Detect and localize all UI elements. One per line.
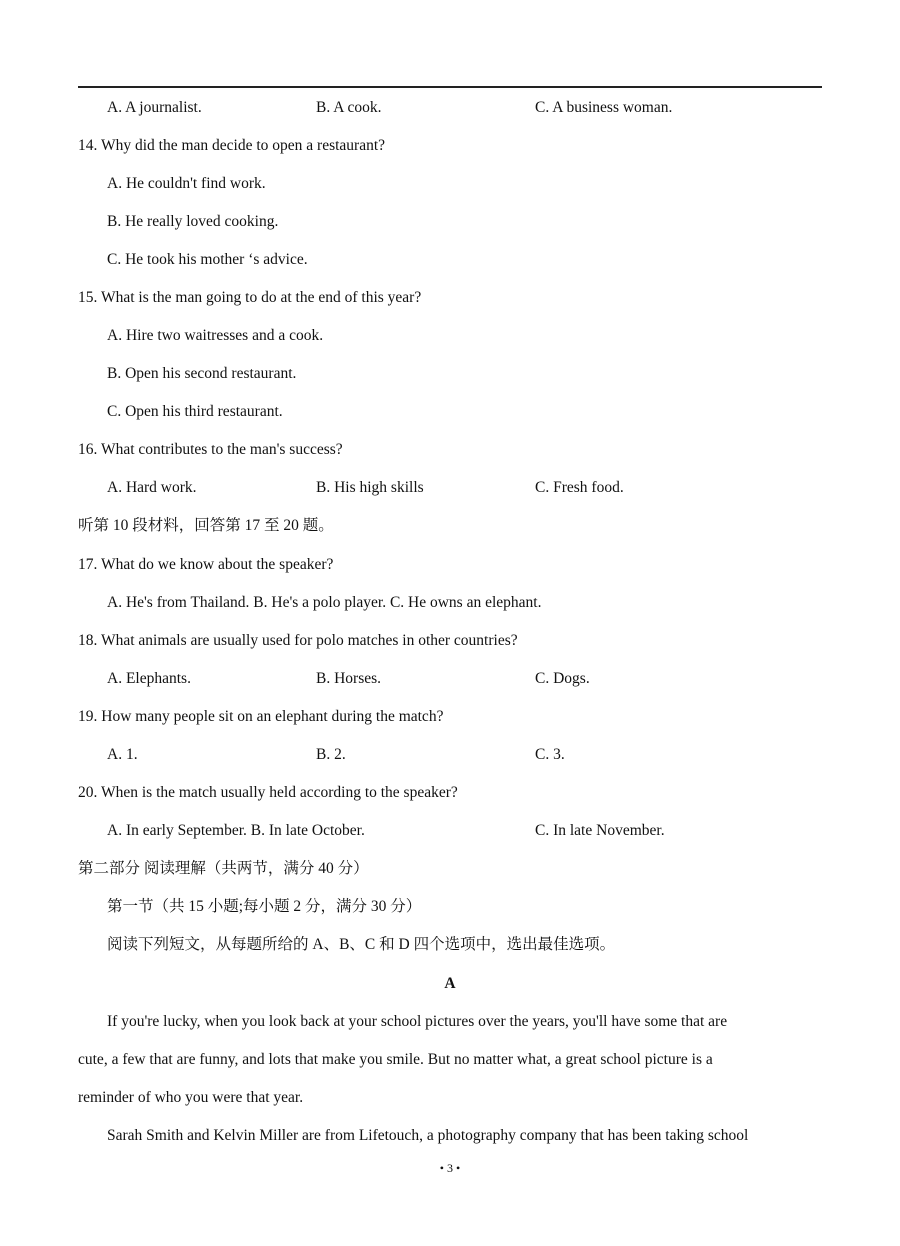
q15-option-a: A. Hire two waitresses and a cook.: [107, 327, 324, 344]
q16-question: 16. What contributes to the man's success?: [78, 441, 343, 458]
q19-option-a: A. 1.: [107, 746, 138, 763]
q16-option-b: B. His high skills: [316, 479, 424, 496]
q16-option-c: C. Fresh food.: [535, 479, 624, 496]
passage-label: A: [444, 975, 456, 992]
q18-question: 18. What animals are usually used for polo matches in other countries?: [78, 632, 518, 649]
q19-question: 19. How many people sit on an elephant during the match?: [78, 708, 444, 725]
q17-question: 17. What do we know about the speaker?: [78, 556, 334, 573]
q15-question: 15. What is the man going to do at the end of this year?: [78, 289, 422, 306]
passage-line-3: reminder of who you were that year.: [78, 1089, 304, 1106]
q19-option-c: C. 3.: [535, 746, 565, 763]
q20-option-c: C. In late November.: [535, 822, 665, 839]
part2-title: 第二部分 阅读理解（共两节，满分 40 分）: [78, 860, 369, 877]
q13-option-b: B. A cook.: [316, 99, 382, 116]
page-number: • 3 •: [439, 1161, 461, 1175]
passage-line-2: cute, a few that are funny, and lots that make you smile. But no matter what, a great school picture is a: [78, 1051, 713, 1068]
q14-option-c: C. He took his mother ‘s advice.: [107, 251, 308, 268]
passage-line-1: If you're lucky, when you look back at your school pictures over the years, you'll have some that are: [107, 1013, 728, 1030]
q18-option-a: A. Elephants.: [107, 670, 191, 687]
q13-option-a: A. A journalist.: [107, 99, 202, 116]
part2-instruction: 阅读下列短文，从每题所给的 A、B、C 和 D 四个选项中，选出最佳选项。: [107, 936, 616, 953]
section-intro: 听第 10 段材料，回答第 17 至 20 题。: [78, 517, 334, 534]
q19-option-b: B. 2.: [316, 746, 346, 763]
top-rule: [78, 86, 822, 88]
q15-option-c: C. Open his third restaurant.: [107, 403, 283, 420]
q13-option-c: C. A business woman.: [535, 99, 673, 116]
q20-question: 20. When is the match usually held according to the speaker?: [78, 784, 458, 801]
q18-option-b: B. Horses.: [316, 670, 382, 687]
q20-options-ab: A. In early September. B. In late October.: [107, 822, 365, 839]
q16-option-a: A. Hard work.: [107, 479, 197, 496]
q18-option-c: C. Dogs.: [535, 670, 590, 687]
q14-question: 14. Why did the man decide to open a restaurant?: [78, 137, 386, 154]
q15-option-b: B. Open his second restaurant.: [107, 365, 297, 382]
q17-options: A. He's from Thailand. B. He's a polo player. C. He owns an elephant.: [107, 594, 542, 611]
part2-section1: 第一节（共 15 小题;每小题 2 分，满分 30 分）: [107, 898, 422, 915]
passage-line-4: Sarah Smith and Kelvin Miller are from Lifetouch, a photography company that has been taking school: [107, 1127, 749, 1144]
q14-option-a: A. He couldn't find work.: [107, 175, 266, 192]
q14-option-b: B. He really loved cooking.: [107, 213, 279, 230]
